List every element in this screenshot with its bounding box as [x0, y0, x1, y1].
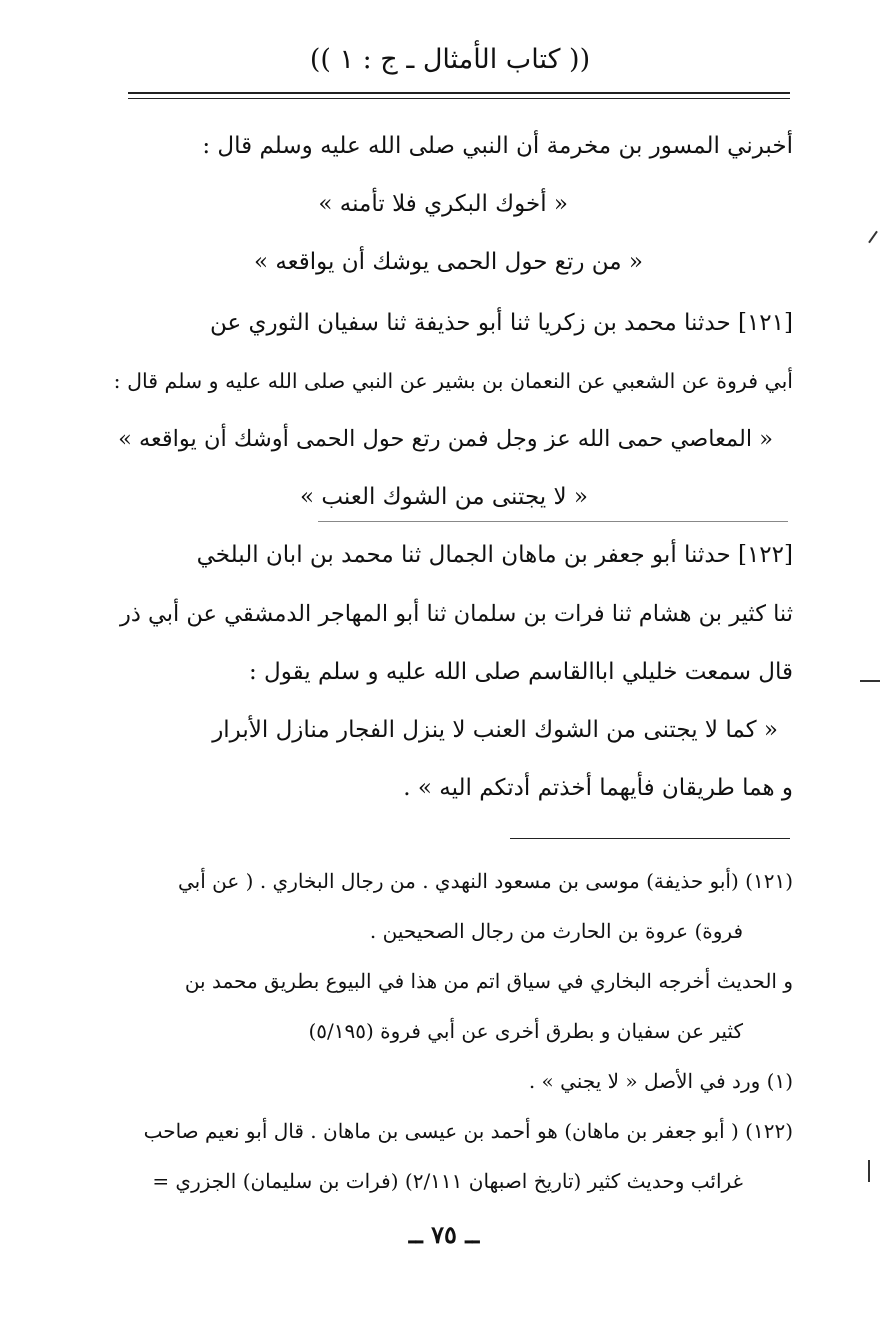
- footnote-line-6: (١٢٢) ( أبو جعفر بن ماهان) هو أحمد بن عيسى بن ماهان . قال أبو نعيم صاحب: [143, 1119, 793, 1143]
- scan-mark: [860, 680, 880, 682]
- body-line-2: « أخوك البكري فلا تأمنه »: [318, 191, 568, 217]
- body-line-1: أخبرني المسور بن مخرمة أن النبي صلى الله عليه وسلم قال :: [202, 133, 793, 159]
- hadith-121-line-1: [١٢١] حدثنا محمد بن زكريا ثنا أبو حذيفة ثنا سفيان الثوري عن: [209, 310, 793, 336]
- hadith-122-line-4: « كما لا يجتنى من الشوك العنب لا ينزل الفجار منازل الأبرار: [212, 717, 778, 743]
- footnote-line-5: (١) ورد في الأصل « لا يجني » .: [528, 1069, 793, 1093]
- scan-mark: [868, 1160, 870, 1182]
- section-divider: [318, 521, 788, 522]
- hadith-121-line-4: « لا يجتنى من الشوك العنب »: [299, 484, 588, 510]
- header-rule: [128, 92, 790, 99]
- hadith-122-line-2: ثنا كثير بن هشام ثنا فرات بن سلمان ثنا أبو المهاجر الدمشقي عن أبي ذر: [119, 601, 793, 627]
- page-number: ــ ٧٥ ــ: [408, 1220, 480, 1249]
- page-header-title: (( كتاب الأمثال ـ ج : ١ )): [309, 44, 591, 75]
- body-line-3: « من رتع حول الحمى يوشك أن يواقعه »: [253, 249, 643, 275]
- footnote-line-7: غرائب وحديث كثير (تاريخ اصبهان ٢/١١١) (فرات بن سليمان) الجزري =: [152, 1169, 743, 1193]
- hadith-122-line-5: و هما طريقان فأيهما أخذتم أدتكم اليه » .: [403, 775, 793, 801]
- hadith-122-line-3: قال سمعت خليلي اباالقاسم صلى الله عليه و سلم يقول :: [249, 659, 793, 685]
- hadith-121-line-3: « المعاصي حمى الله عز وجل فمن رتع حول الحمى أوشك أن يواقعه »: [118, 426, 773, 452]
- hadith-121-line-2: أبي فروة عن الشعبي عن النعمان بن بشير عن النبي صلى الله عليه و سلم قال :: [113, 369, 793, 393]
- footnote-line-2: فروة) عروة بن الحارث من رجال الصحيحين .: [369, 919, 743, 943]
- footnote-line-3: و الحديث أخرجه البخاري في سياق اتم من هذا في البيوع بطريق محمد بن: [184, 969, 793, 993]
- scan-mark: [868, 231, 878, 244]
- hadith-122-line-1: [١٢٢] حدثنا أبو جعفر بن ماهان الجمال ثنا محمد بن ابان البلخي: [196, 542, 793, 568]
- footnote-line-4: كثير عن سفيان و بطرق أخرى عن أبي فروة (٥/١٩٥): [308, 1019, 743, 1043]
- footnote-line-1: (١٢١) (أبو حذيفة) موسى بن مسعود النهدي . من رجال البخاري . ( عن أبي: [178, 869, 793, 893]
- footnote-rule: [510, 838, 790, 839]
